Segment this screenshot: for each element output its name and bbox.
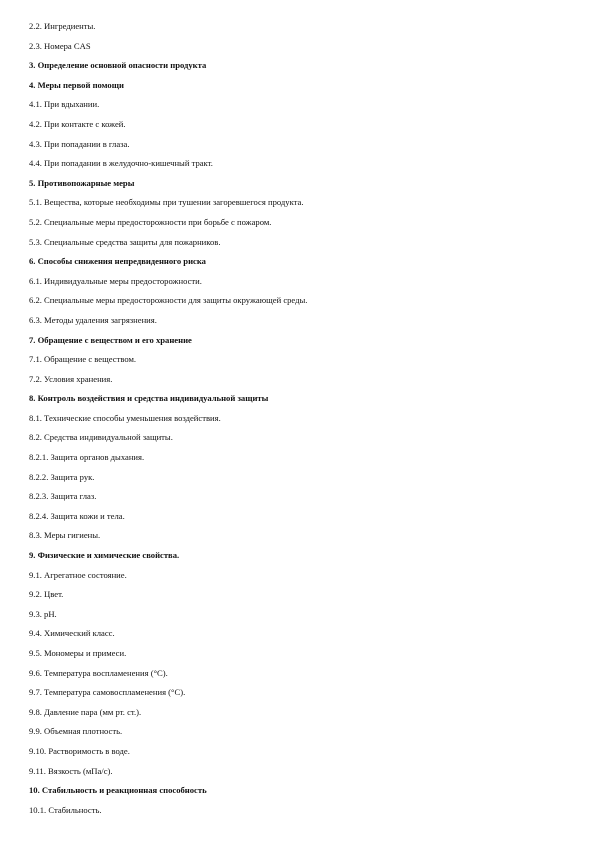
subsection-item: 9.5. Мономеры и примеси. xyxy=(29,648,127,658)
subsection-item: 5.3. Специальные средства защиты для пожарников. xyxy=(29,236,221,247)
subsection-item: 9.6. Температура воспламенения (°С). xyxy=(29,667,168,678)
subsection-item: 6.1. Индивидуальные меры предосторожности. xyxy=(29,275,202,286)
subsection-item: 4.4. При попадании в желудочно-кишечный тракт. xyxy=(29,158,213,169)
section-heading: 7. Обращение с веществом и его хранение xyxy=(29,334,192,345)
subsection-item: 9.11. Вязкость (мПа/с). xyxy=(29,765,113,776)
subsection-item: 2.2. Ингредиенты. xyxy=(29,21,96,31)
subsection-item: 8.1. Технические способы уменьшения воздействия. xyxy=(29,412,221,423)
subsection-item: 8.2.1. Защита органов дыхания. xyxy=(29,452,145,463)
subsection-item: 10.1. Стабильность. xyxy=(29,804,102,815)
subsection-item: 9.3. pH. xyxy=(29,608,57,619)
subsection-item: 4.2. При контакте с кожей. xyxy=(29,118,126,129)
subsection-item: 2.3. Номера CAS xyxy=(29,40,91,51)
subsection-item: 5.2. Специальные меры предосторожности при борьбе с пожаром. xyxy=(29,216,272,227)
subsection-item: 9.4. Химический класс. xyxy=(29,628,115,639)
subsection-item: 8.2.4. Защита кожи и тела. xyxy=(29,510,125,521)
section-heading: 9. Физические и химические свойства. xyxy=(29,550,180,561)
subsection-item: 6.2. Специальные меры предосторожности для защиты окружающей среды. xyxy=(29,295,308,306)
subsection-item: 7.2. Условия хранения. xyxy=(29,373,113,384)
section-heading: 6. Способы снижения непредвиденного риска xyxy=(29,256,206,267)
subsection-item: 7.1. Обращение с веществом. xyxy=(29,354,137,365)
subsection-item: 5.1. Вещества, которые необходимы при тушении загоревшегося продукта. xyxy=(29,197,304,208)
subsection-item: 9.8. Давление пара (мм рт. ст.). xyxy=(29,706,142,717)
subsection-item: 9.1. Агрегатное состояние. xyxy=(29,569,127,580)
subsection-item: 8.3. Меры гигиены. xyxy=(29,530,101,541)
section-heading: 4. Меры первой помощи xyxy=(29,79,124,90)
subsection-item: 8.2. Средства индивидуальной защиты. xyxy=(29,432,173,443)
subsection-item: 8.2.3. Защита глаз. xyxy=(29,491,97,502)
subsection-item: 9.2. Цвет. xyxy=(29,589,64,600)
subsection-item: 9.10. Растворимость в воде. xyxy=(29,745,130,756)
section-heading: 8. Контроль воздействия и средства индивидуальной защиты xyxy=(29,393,269,404)
section-heading: 10. Стабильность и реакционная способность xyxy=(29,785,207,796)
subsection-item: 8.2.2. Защита рук. xyxy=(29,471,95,482)
subsection-item: 9.9. Объемная плотность. xyxy=(29,726,123,737)
subsection-item: 4.3. При попадании в глаза. xyxy=(29,138,130,149)
subsection-item: 6.3. Методы удаления загрязнения. xyxy=(29,314,157,325)
subsection-item: 4.1. При вдыхании. xyxy=(29,99,100,110)
subsection-item: 9.7. Температура самовоспламенения (°С). xyxy=(29,687,186,698)
table-of-contents xyxy=(29,17,575,820)
section-heading: 5. Противопожарные меры xyxy=(29,177,135,188)
section-heading: 3. Определение основной опасности продукта xyxy=(29,60,207,71)
